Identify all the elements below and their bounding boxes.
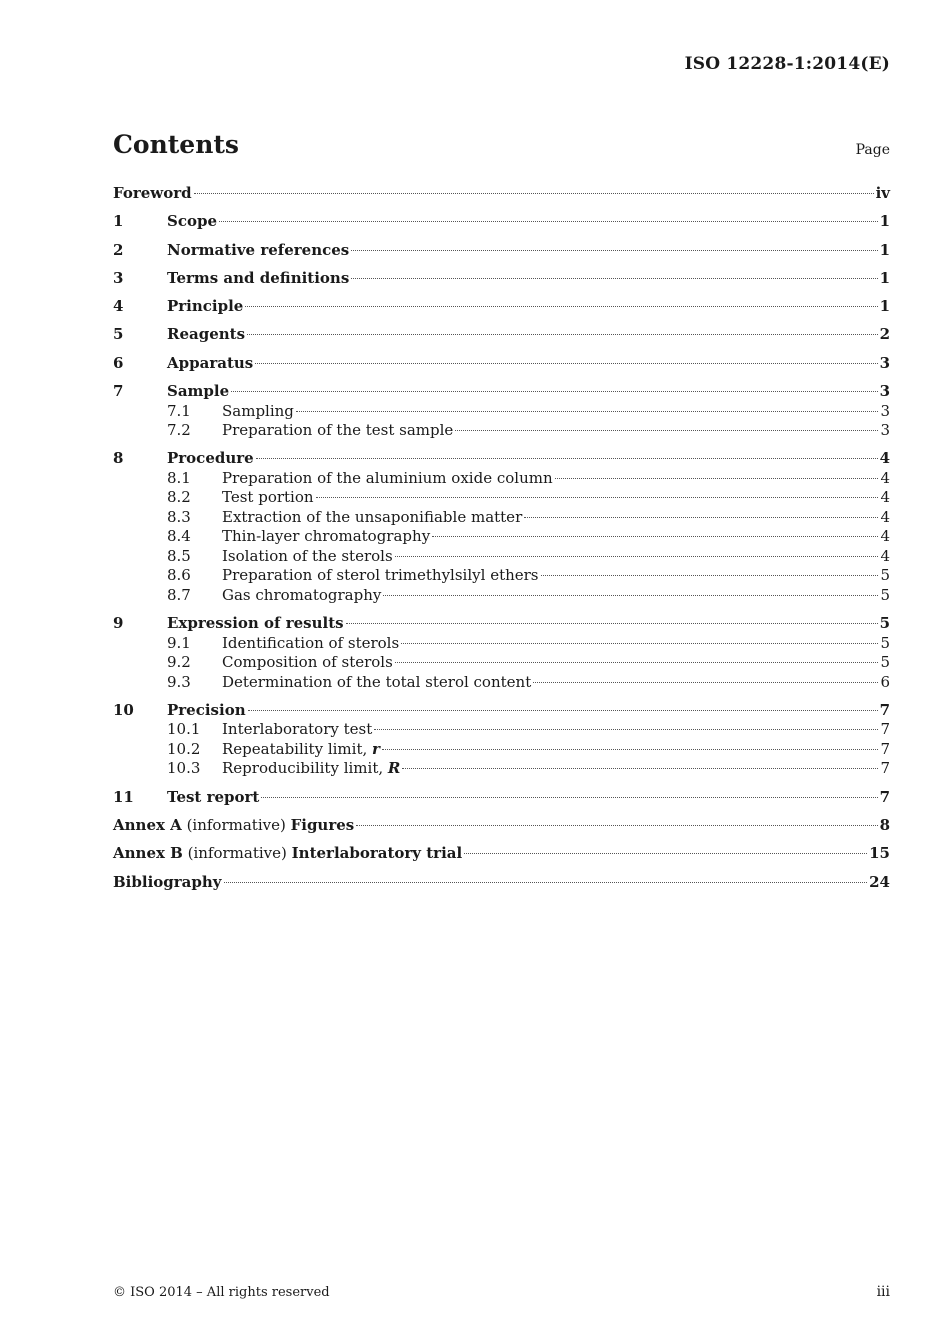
toc-entry-number: 2: [113, 240, 124, 259]
toc-entry-title: [113, 844, 462, 864]
toc-entry-9-3[interactable]: [113, 673, 890, 693]
dot-leader: [455, 430, 878, 431]
toc-entry-annex-a[interactable]: [113, 816, 890, 836]
toc-entry-title: Preparation of sterol trimethylsilyl ethers: [222, 566, 539, 585]
dot-leader: [346, 623, 878, 624]
dot-leader: [261, 797, 877, 798]
toc-entry-page: 5: [880, 566, 890, 585]
toc-entry-number: 7.1: [167, 401, 191, 420]
toc-entry-3[interactable]: [113, 269, 890, 289]
toc-entry-page: 1: [879, 212, 890, 231]
toc-entry-page: 5: [880, 585, 890, 604]
toc-entry-number: 4: [113, 297, 124, 316]
toc-entry-page: 4: [880, 488, 890, 507]
toc-entry-number: 7: [113, 382, 124, 401]
toc-entry-title: Bibliography: [113, 872, 222, 891]
toc-entry-number: 9.3: [167, 672, 191, 691]
annex-title: Figures: [290, 816, 355, 835]
annex-type: (informative): [181, 816, 291, 835]
toc-entry-page: 1: [879, 268, 890, 287]
toc-entry-page: 24: [869, 872, 890, 891]
toc-entry-title: Composition of sterols: [222, 653, 393, 672]
toc-entry-number: 9: [113, 614, 124, 633]
toc-entry-number: 3: [113, 268, 124, 287]
dot-leader: [402, 768, 878, 769]
toc-entry-10-3[interactable]: [113, 759, 890, 779]
toc-entry-page: 7: [879, 787, 890, 806]
toc-entry-number: 8.4: [167, 527, 191, 546]
dot-leader: [316, 497, 879, 498]
dot-leader: [231, 391, 877, 392]
toc-entry-1[interactable]: [113, 212, 890, 232]
toc-entry-page: 5: [880, 633, 890, 652]
toc-entry-8-6[interactable]: [113, 566, 890, 586]
toc-entry-page: 7: [879, 700, 890, 719]
page-number: iii: [876, 1284, 890, 1300]
toc-entry-10[interactable]: [113, 701, 890, 721]
annex-label: Annex A: [113, 816, 182, 835]
dot-leader: [356, 825, 877, 826]
toc-entry-8-5[interactable]: [113, 547, 890, 567]
dot-leader: [248, 710, 878, 711]
toc-entry-title: Thin-layer chromatography: [222, 527, 431, 546]
toc-entry-title: Test report: [167, 787, 260, 806]
toc-entry-title: Sample: [167, 382, 230, 401]
toc-entry-page: 7: [880, 720, 890, 739]
dot-leader: [194, 193, 874, 194]
dot-leader: [219, 221, 878, 222]
dot-leader: [351, 278, 877, 279]
toc-entry-page: 4: [880, 507, 890, 526]
dot-leader: [245, 306, 877, 307]
toc-entry-page: 7: [880, 759, 890, 778]
toc-entry-page: 7: [880, 739, 890, 758]
toc-entry-number: 8.6: [167, 566, 191, 585]
toc-entry-title: Normative references: [167, 240, 350, 259]
toc-entry-page: 1: [879, 297, 890, 316]
toc-entry-title: Expression of results: [167, 614, 344, 633]
toc-entry-10-2[interactable]: [113, 740, 890, 760]
toc-entry-title: Gas chromatography: [222, 585, 382, 604]
toc-entry-number: 1: [113, 212, 124, 231]
dot-leader: [432, 536, 878, 537]
toc-entry-page: 3: [880, 421, 890, 440]
toc-entry-title: Principle: [167, 297, 244, 316]
toc-entry-7-2[interactable]: [113, 421, 890, 441]
toc-entry-title: Preparation of the aluminium oxide column: [222, 468, 553, 487]
dot-leader: [524, 517, 878, 518]
toc-entry-4[interactable]: [113, 297, 890, 317]
toc-entry-title: Sampling: [222, 401, 294, 420]
toc-entry-title: [113, 816, 354, 836]
dot-leader: [383, 595, 878, 596]
toc-entry-title: [222, 759, 400, 779]
dot-leader: [224, 882, 868, 883]
toc-entry-page: 3: [879, 353, 890, 372]
dot-leader: [255, 363, 877, 364]
toc-entry-page: 5: [880, 653, 890, 672]
toc-entry-page: 4: [879, 449, 890, 468]
annex-title: Interlaboratory trial: [291, 844, 463, 863]
toc-entry-10-1[interactable]: [113, 720, 890, 740]
toc-entry-bibliography[interactable]: [113, 873, 890, 893]
toc-entry-8-4[interactable]: [113, 527, 890, 547]
toc-entry-foreword[interactable]: [113, 184, 890, 204]
toc-entry-title-text: Repeatability limit,: [222, 739, 373, 758]
toc-entry-page: 5: [879, 614, 890, 633]
toc-entry-number: 11: [113, 787, 134, 806]
toc-entry-9-2[interactable]: [113, 653, 890, 673]
toc-entry-number: 7.2: [167, 421, 191, 440]
toc-entry-page: 6: [880, 672, 890, 691]
toc-entry-annex-b[interactable]: [113, 844, 890, 864]
toc-entry-title: Interlaboratory test: [222, 720, 373, 739]
toc-entry-page: 2: [879, 325, 890, 344]
toc-entry-title: Identification of sterols: [222, 633, 400, 652]
toc-entry-number: 9.1: [167, 633, 191, 652]
document-code: ISO 12228-1:2014(E): [684, 54, 890, 74]
dot-leader: [374, 729, 878, 730]
dot-leader: [382, 749, 879, 750]
toc-entry-page: 1: [879, 240, 890, 259]
toc-entry-page: 3: [880, 401, 890, 420]
table-of-contents: [113, 184, 890, 892]
toc-entry-title: Isolation of the sterols: [222, 546, 393, 565]
toc-entry-title: Preparation of the test sample: [222, 421, 454, 440]
toc-entry-title: Reagents: [167, 325, 246, 344]
toc-entry-title: Test portion: [222, 488, 314, 507]
toc-entry-title: Extraction of the unsaponifiable matter: [222, 507, 523, 526]
toc-entry-8-2[interactable]: [113, 488, 890, 508]
annex-label: Annex B: [113, 844, 183, 863]
toc-entry-8[interactable]: [113, 449, 890, 469]
toc-entry-page: 4: [880, 546, 890, 565]
toc-entry-number: 5: [113, 325, 124, 344]
toc-entry-number: 10.2: [167, 739, 201, 758]
toc-entry-8-7[interactable]: [113, 586, 890, 606]
reproducibility-symbol: R: [387, 759, 401, 778]
dot-leader: [395, 556, 879, 557]
toc-entry-title: Apparatus: [167, 353, 254, 372]
repeatability-symbol: r: [372, 739, 380, 758]
toc-entry-title: [222, 740, 380, 760]
toc-entry-number: 8.2: [167, 488, 191, 507]
dot-leader: [401, 643, 878, 644]
dot-leader: [533, 682, 878, 683]
dot-leader: [256, 458, 878, 459]
toc-entry-page: iv: [875, 184, 890, 202]
toc-entry-number: 10.1: [167, 720, 201, 739]
toc-entry-page: 15: [869, 844, 890, 863]
contents-title: Contents: [113, 130, 240, 159]
toc-entry-number: 8.5: [167, 546, 191, 565]
toc-entry-page: 8: [879, 816, 890, 835]
dot-leader: [464, 853, 867, 854]
toc-entry-title: Terms and definitions: [167, 268, 350, 287]
dot-leader: [395, 662, 879, 663]
dot-leader: [296, 411, 879, 412]
toc-entry-number: 9.2: [167, 653, 191, 672]
dot-leader: [541, 575, 879, 576]
toc-entry-number: 6: [113, 353, 124, 372]
toc-entry-5[interactable]: [113, 325, 890, 345]
toc-entry-6[interactable]: [113, 354, 890, 374]
dot-leader: [247, 334, 878, 335]
toc-entry-8-3[interactable]: [113, 508, 890, 528]
toc-entry-number: 10: [113, 700, 134, 719]
copyright-notice: © ISO 2014 – All rights reserved: [113, 1285, 330, 1300]
toc-entry-title: Precision: [167, 700, 246, 719]
toc-entry-number: 8.7: [167, 585, 191, 604]
toc-entry-8-1[interactable]: [113, 469, 890, 489]
toc-entry-number: 10.3: [167, 759, 201, 778]
toc-entry-9[interactable]: [113, 614, 890, 634]
page-column-label: Page: [855, 142, 890, 158]
dot-leader: [351, 250, 877, 251]
toc-entry-title: Procedure: [167, 449, 254, 468]
dot-leader: [555, 478, 879, 479]
toc-entry-title-text: Reproducibility limit,: [222, 759, 388, 778]
toc-entry-page: 4: [880, 468, 890, 487]
toc-entry-title: Scope: [167, 212, 218, 231]
toc-entry-page: 4: [880, 527, 890, 546]
toc-entry-number: 8: [113, 449, 124, 468]
toc-entry-9-1[interactable]: [113, 634, 890, 654]
toc-entry-number: 8.3: [167, 507, 191, 526]
annex-type: (informative): [182, 844, 292, 863]
toc-entry-7[interactable]: [113, 382, 890, 402]
toc-entry-7-1[interactable]: [113, 402, 890, 422]
toc-entry-page: 3: [879, 382, 890, 401]
toc-entry-2[interactable]: [113, 241, 890, 261]
toc-entry-number: 8.1: [167, 468, 191, 487]
toc-entry-11[interactable]: [113, 788, 890, 808]
toc-entry-title: Foreword: [113, 184, 192, 202]
toc-entry-title: Determination of the total sterol content: [222, 672, 532, 691]
